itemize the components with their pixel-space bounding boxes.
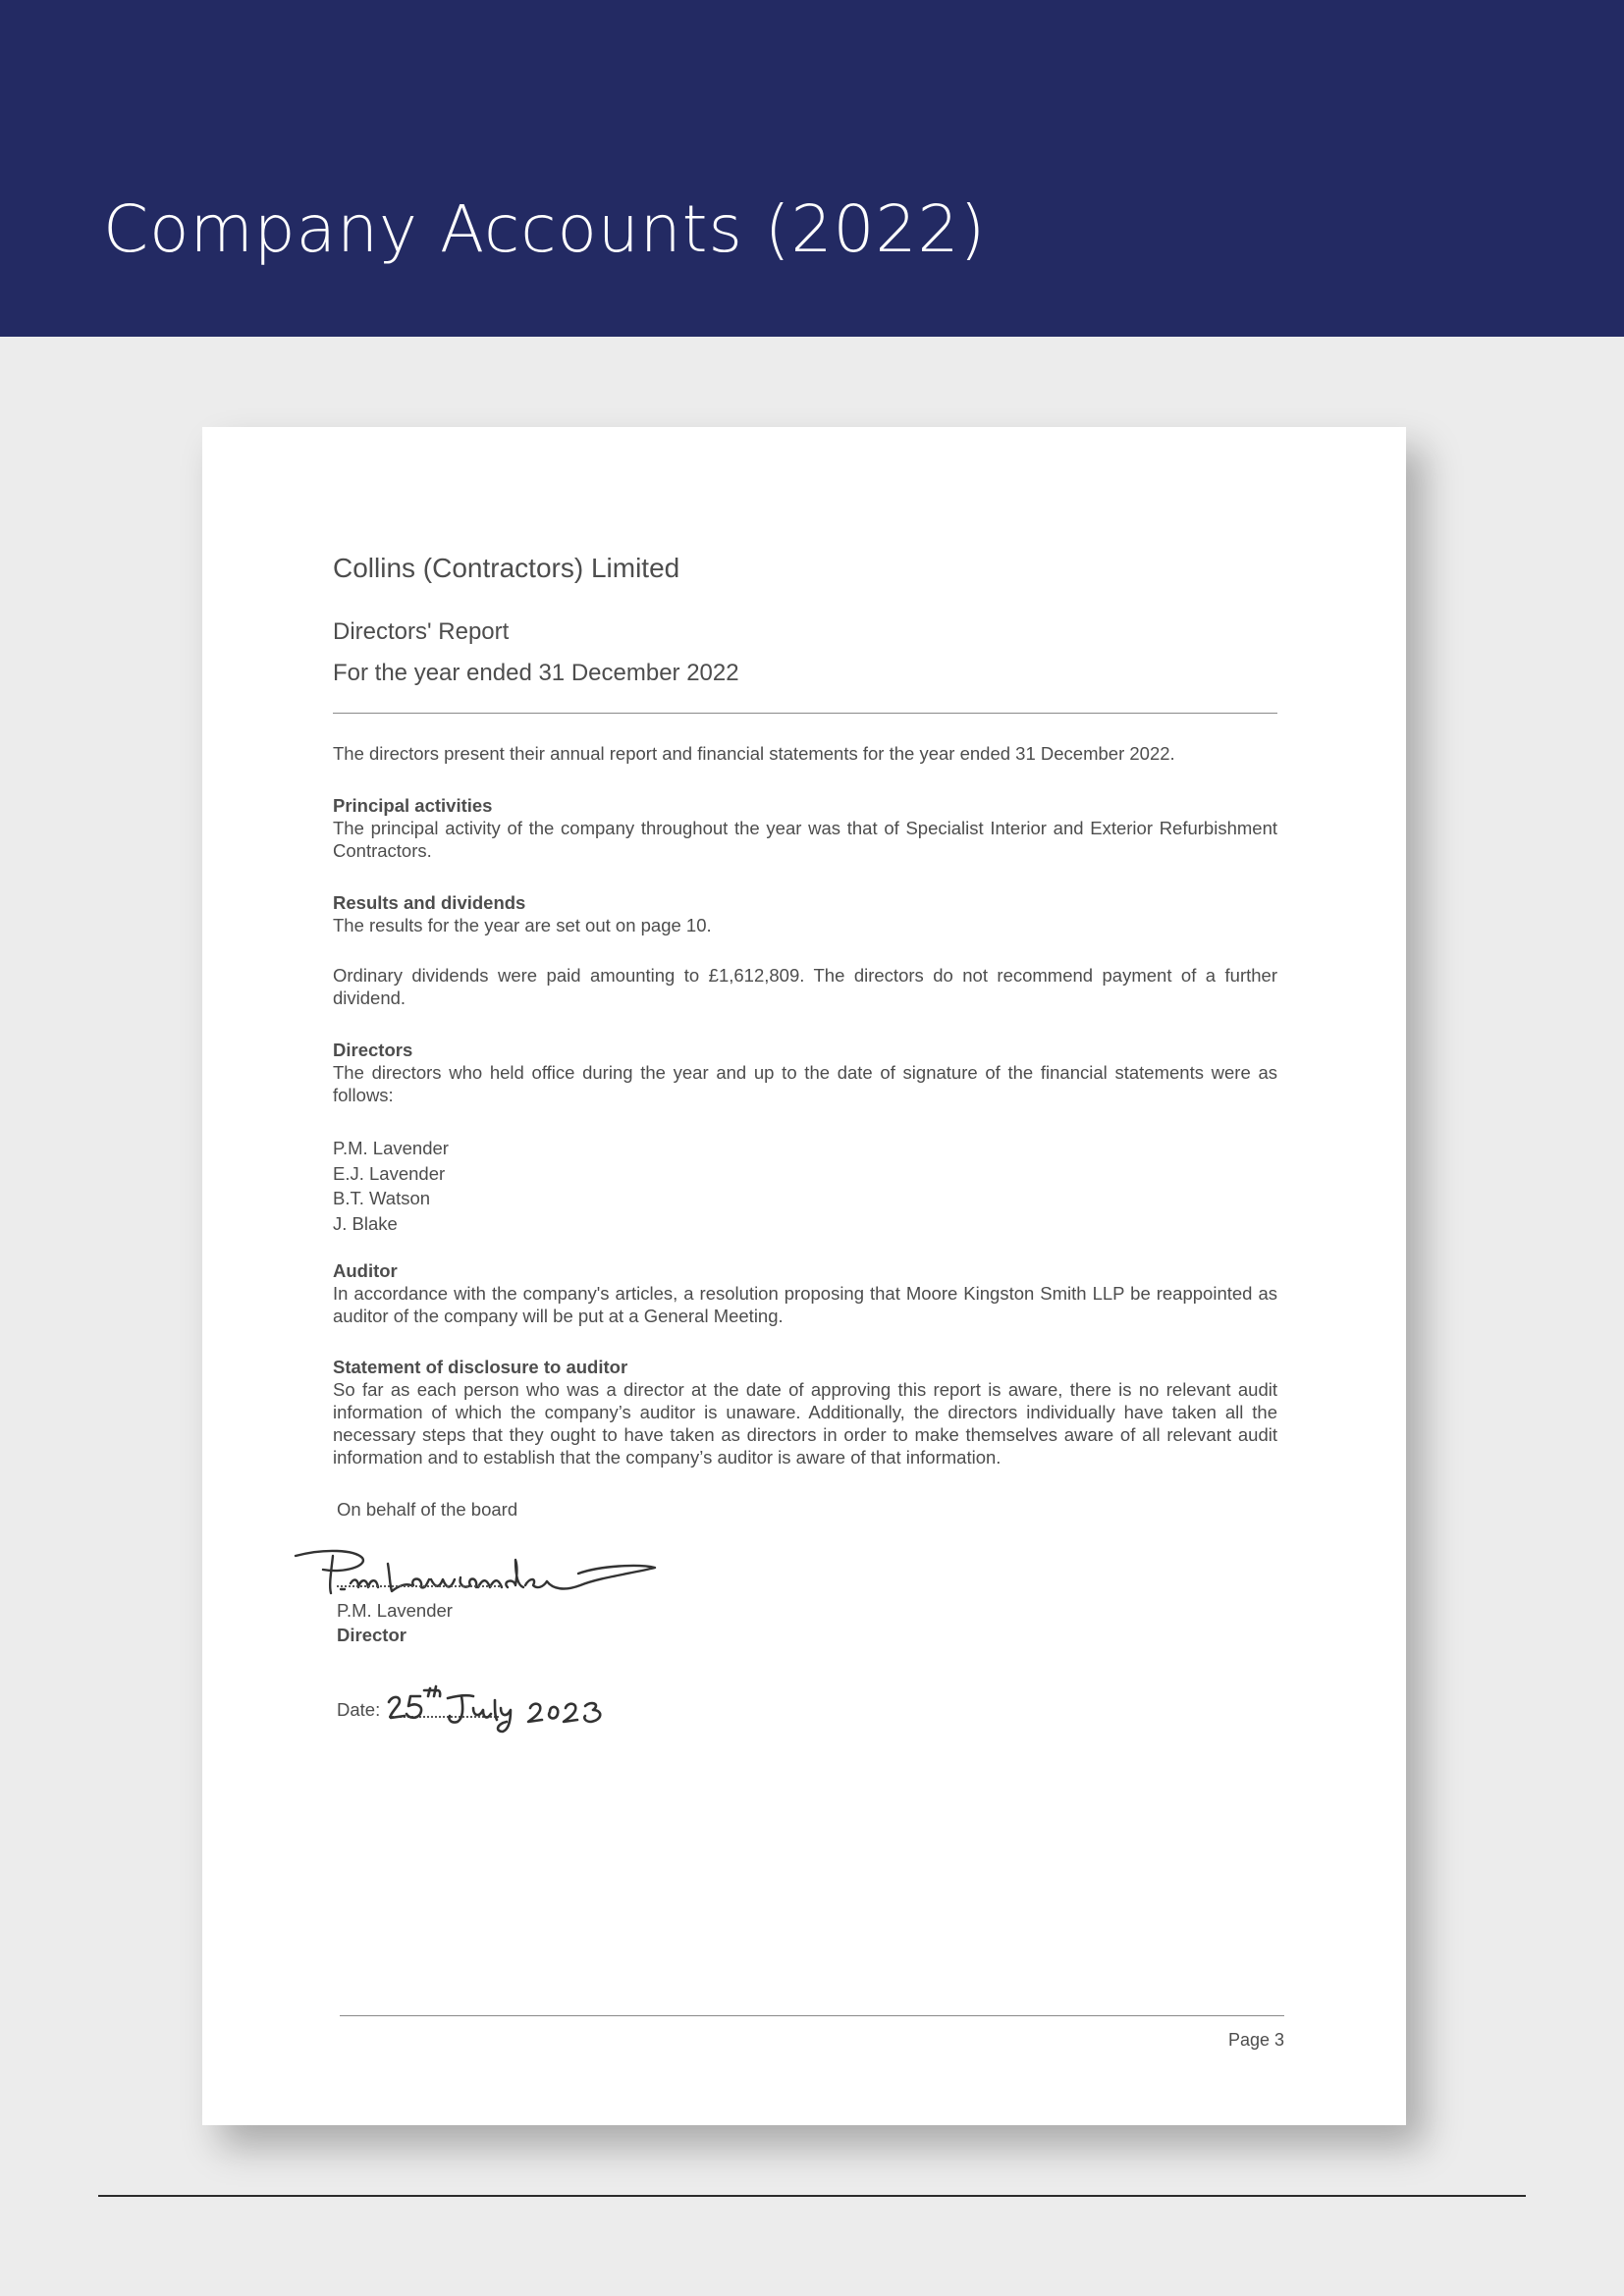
principal-activities-text: The principal activity of the company throughout the year was that of Specialist Interior and Exterior Refurbishment Contractors.: [333, 818, 1277, 861]
disclosure-section: [333, 1356, 1277, 1468]
header-divider: [333, 713, 1277, 714]
handwritten-date: [385, 1679, 630, 1737]
footer-rule: [98, 2195, 1526, 2197]
report-title: Directors' Report: [333, 618, 510, 645]
dividends-paragraph: Ordinary dividends were paid amounting to £1,612,809. The directors do not recommend payment of a further dividend.: [333, 965, 1277, 1008]
page-title: Company Accounts (2022): [103, 191, 987, 267]
auditor-heading: Auditor: [333, 1260, 398, 1281]
auditor-text: In accordance with the company's articles, a resolution proposing that Moore Kingston Smith LLP be reappointed as auditor of the company will be put at a General Meeting.: [333, 1283, 1277, 1326]
principal-activities-section: [333, 794, 1277, 862]
page-number: Page 3: [1227, 2030, 1284, 2050]
company-name: Collins (Contractors) Limited: [333, 553, 680, 583]
footer-divider: [340, 2015, 1284, 2016]
date-label: Date:: [337, 1699, 381, 1720]
results-section: [333, 891, 1277, 936]
on-behalf-text: On behalf of the board: [337, 1499, 518, 1520]
list-item: B.T. Watson: [333, 1188, 431, 1208]
report-period: For the year ended 31 December 2022: [333, 660, 739, 686]
signatory-name: P.M. Lavender: [337, 1600, 453, 1621]
list-item: J. Blake: [333, 1212, 398, 1234]
signatory-role: Director: [337, 1625, 406, 1645]
results-text: The results for the year are set out on page 10.: [333, 915, 712, 935]
auditor-section: [333, 1259, 1277, 1327]
disclosure-heading: Statement of disclosure to auditor: [333, 1357, 628, 1377]
document-page: [202, 427, 1406, 2125]
principal-activities-heading: Principal activities: [333, 795, 493, 816]
list-item: P.M. Lavender: [333, 1138, 449, 1158]
directors-list: [333, 1136, 1277, 1236]
header-banner: [0, 0, 1624, 337]
results-heading: Results and dividends: [333, 892, 526, 913]
directors-section: [333, 1039, 1277, 1106]
list-item: E.J. Lavender: [333, 1162, 446, 1184]
intro-paragraph: The directors present their annual report and financial statements for the year ended 31 December 2022.: [333, 743, 1175, 764]
signature-line: [337, 1585, 500, 1587]
directors-text: The directors who held office during the year and up to the date of signature of the financial statements were as follows:: [333, 1062, 1277, 1105]
directors-heading: Directors: [333, 1040, 413, 1060]
disclosure-text: So far as each person who was a director at the date of approving this report is aware, there is no relevant audit information of which the company’s auditor is unaware. Additionally, the directors individually have taken all the necessary steps that they ought to have taken as directors in order to make themselves aware of all relevant audit information and to establish that the company’s auditor is aware of that information.: [333, 1379, 1277, 1468]
